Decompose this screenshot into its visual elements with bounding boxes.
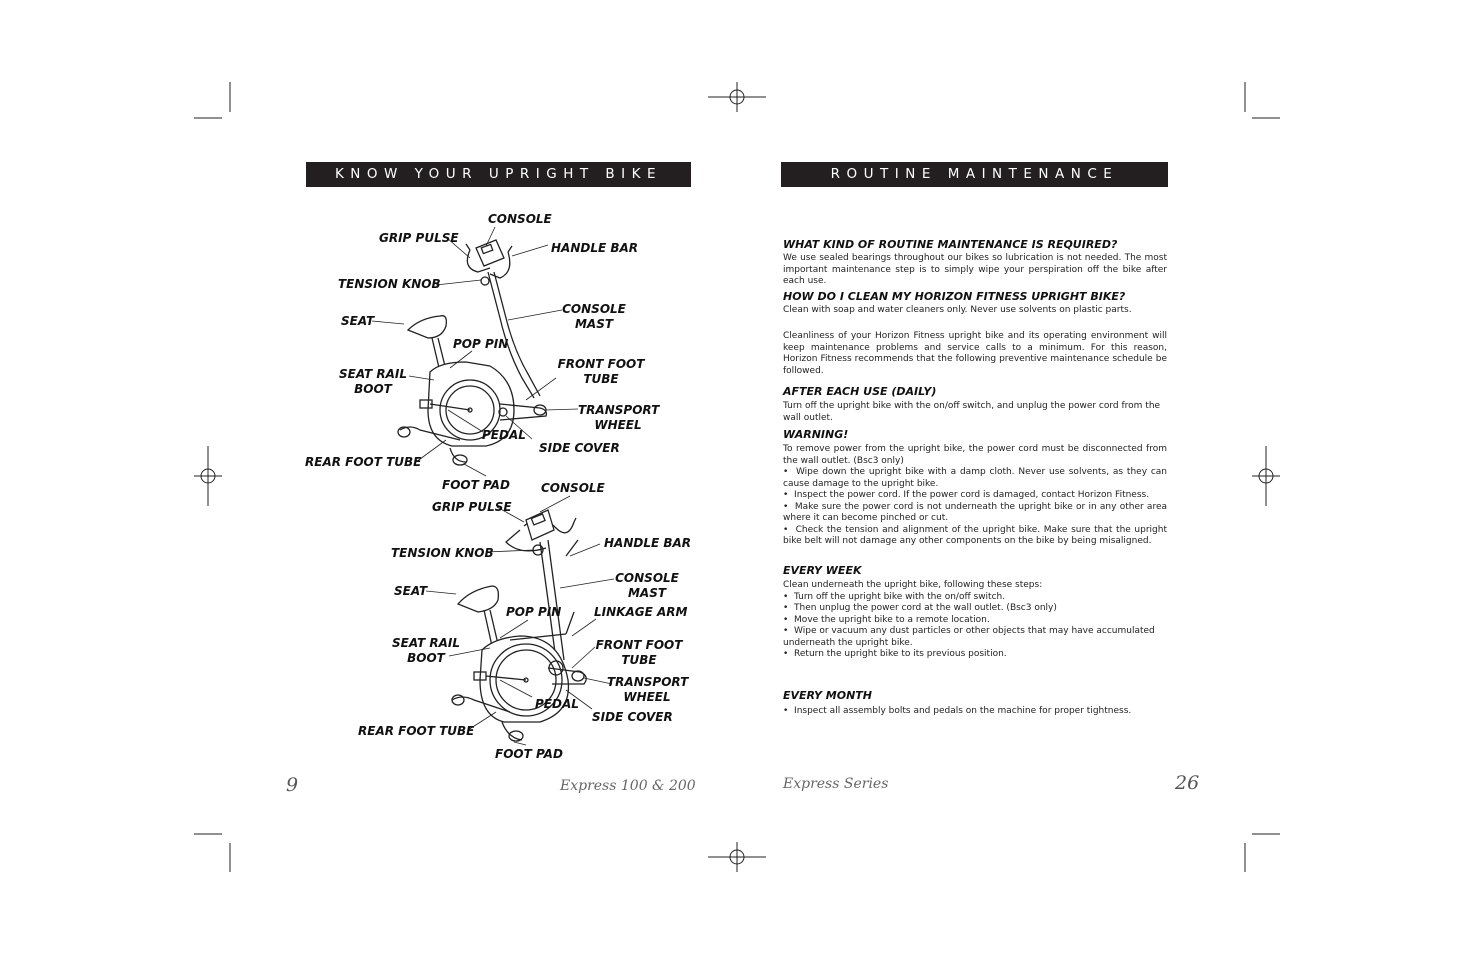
week-intro: Clean underneath the upright bike, following these steps: xyxy=(783,580,1043,590)
d2-console-label: CONSOLE xyxy=(541,481,605,495)
d1-transport-line1: TRANSPORT xyxy=(578,403,660,417)
d1-pedal-label: PEDAL xyxy=(482,428,526,442)
left-page-banner: KNOW YOUR UPRIGHT BIKE xyxy=(306,162,691,187)
d1-front-foot-tube-label xyxy=(556,357,646,387)
d1-front-foot-line2: TUBE xyxy=(583,372,619,386)
d1-seat-label: SEAT xyxy=(341,314,375,328)
d1-side-cover-label: SIDE COVER xyxy=(539,441,620,455)
bullet-glyph: • xyxy=(783,706,789,716)
d1-rear-foot-tube-label: REAR FOOT TUBE xyxy=(305,455,422,469)
d1-tension-knob-label: TENSION KNOB xyxy=(338,277,441,291)
left-page-number: 9 xyxy=(286,774,299,796)
d1-front-foot-line1: FRONT FOOT xyxy=(557,357,645,371)
bullet-glyph: • xyxy=(783,626,789,636)
d2-front-foot-tube-label xyxy=(594,638,684,668)
left-footer-title: Express 100 & 200 xyxy=(560,778,696,794)
question-routine-maintenance: WHAT KIND OF ROUTINE MAINTENANCE IS REQUIRED? xyxy=(783,238,1118,251)
d2-front-foot-line2: TUBE xyxy=(621,653,657,667)
warning-heading: WARNING! xyxy=(783,428,849,441)
right-footer-title: Express Series xyxy=(783,776,889,792)
warning-bullet: • Check the tension and alignment of the upright bike. Make sure that the upright bike belt will not damage any other components on the bike by being misaligned. xyxy=(783,524,1167,546)
d2-front-foot-line1: FRONT FOOT xyxy=(595,638,683,652)
month-bullet: • Inspect all assembly bolts and pedals on the machine for proper tightness. xyxy=(783,706,1132,716)
d2-transport-wheel-label xyxy=(607,675,687,705)
d2-console-mast-label xyxy=(615,571,679,601)
d2-console-mast-line2: MAST xyxy=(627,586,667,600)
bullet-glyph: • xyxy=(783,490,789,500)
month-heading: EVERY MONTH xyxy=(783,689,873,702)
d2-transport-line2: WHEEL xyxy=(623,690,671,704)
warning-bullet: • Wipe down the upright bike with a damp cloth. Never use solvents, as they can cause damage to the upright bike. xyxy=(783,467,1167,489)
answer-clean-bike: Clean with soap and water cleaners only. Never use solvents on plastic parts. xyxy=(783,305,1132,315)
d1-grip-pulse-label: GRIP PULSE xyxy=(379,231,459,245)
d1-transport-line2: WHEEL xyxy=(594,418,642,432)
right-page-number: 26 xyxy=(1175,772,1200,794)
d2-pop-pin-label: POP PIN xyxy=(506,605,562,619)
d1-console-mast-line2: MAST xyxy=(574,317,614,331)
d2-tension-knob-label: TENSION KNOB xyxy=(391,546,494,560)
d1-handle-bar-label: HANDLE BAR xyxy=(551,241,639,255)
d1-console-mast-label xyxy=(562,302,626,332)
bullet-glyph: • xyxy=(783,603,789,613)
d2-handle-bar-label: HANDLE BAR xyxy=(604,536,692,550)
d2-rear-foot-tube-label: REAR FOOT TUBE xyxy=(358,724,475,738)
d2-seat-rail-line2: BOOT xyxy=(407,651,445,665)
d2-foot-pad-label: FOOT PAD xyxy=(495,747,563,761)
d1-console-label: CONSOLE xyxy=(488,212,552,226)
d1-transport-wheel-label xyxy=(578,403,658,433)
month-block xyxy=(783,706,1167,718)
bullet-glyph: • xyxy=(783,467,789,477)
week-bullet: • Return the upright bike to its previous position. xyxy=(783,649,1007,659)
d2-grip-pulse-label: GRIP PULSE xyxy=(432,500,512,514)
d2-transport-line1: TRANSPORT xyxy=(607,675,689,689)
bullet-glyph: • xyxy=(783,501,789,512)
cleanliness-paragraph: Cleanliness of your Horizon Fitness upright bike and its operating environment will keep maintenance problems and service calls to a minimum. For this reason, Horizon Fitness recommends that the following preventive maintenance schedule be followed. xyxy=(783,331,1167,376)
warning-block xyxy=(783,444,1167,548)
d2-seat-rail-line1: SEAT RAIL xyxy=(392,636,460,650)
bullet-glyph: • xyxy=(783,591,789,602)
bullet-glyph: • xyxy=(783,524,789,535)
week-bullet: • Wipe or vacuum any dust particles or other objects that may have accumulated underneath the upright bike. xyxy=(783,626,1155,648)
bullet-glyph: • xyxy=(783,649,789,659)
daily-heading: AFTER EACH USE (DAILY) xyxy=(783,385,937,398)
d2-side-cover-label: SIDE COVER xyxy=(592,710,673,724)
d2-seat-label: SEAT xyxy=(394,584,428,598)
warning-bullet: • Make sure the power cord is not underneath the upright bike or in any other area where it can become pinched or cut. xyxy=(783,501,1167,523)
warning-text: To remove power from the upright bike, the power cord must be disconnected from the wall outlet. (Bsc3 only) xyxy=(783,444,1167,466)
d1-seat-rail-boot-label xyxy=(338,367,408,397)
d2-seat-rail-boot-label xyxy=(391,636,461,666)
d1-console-mast-line1: CONSOLE xyxy=(562,302,626,316)
d2-linkage-arm-label: LINKAGE ARM xyxy=(594,605,688,619)
daily-text: Turn off the upright bike with the on/off switch, and unplug the power cord from the wall outlet. xyxy=(783,401,1161,423)
d2-console-mast-line1: CONSOLE xyxy=(615,571,679,585)
week-bullet: • Turn off the upright bike with the on/off switch. xyxy=(783,591,1006,602)
week-bullet: • Move the upright bike to a remote location. xyxy=(783,614,990,625)
answer-routine-maintenance: We use sealed bearings throughout our bikes so lubrication is not needed. The most important maintenance step is to simply wipe your perspiration off the bike after each use. xyxy=(783,253,1167,286)
d1-seat-rail-line2: BOOT xyxy=(354,382,392,396)
right-page-banner: ROUTINE MAINTENANCE xyxy=(781,162,1168,187)
week-heading: EVERY WEEK xyxy=(783,564,862,577)
week-block xyxy=(783,580,1167,661)
warning-bullet: • Inspect the power cord. If the power cord is damaged, contact Horizon Fitness. xyxy=(783,490,1150,500)
d1-seat-rail-line1: SEAT RAIL xyxy=(339,367,407,381)
bullet-glyph: • xyxy=(783,614,789,625)
d1-pop-pin-label: POP PIN xyxy=(453,337,509,351)
d2-pedal-label: PEDAL xyxy=(535,697,579,711)
question-clean-bike: HOW DO I CLEAN MY HORIZON FITNESS UPRIGHT BIKE? xyxy=(783,290,1126,303)
week-bullet: • Then unplug the power cord at the wall outlet. (Bsc3 only) xyxy=(783,603,1057,613)
d1-foot-pad-label: FOOT PAD xyxy=(442,478,510,492)
